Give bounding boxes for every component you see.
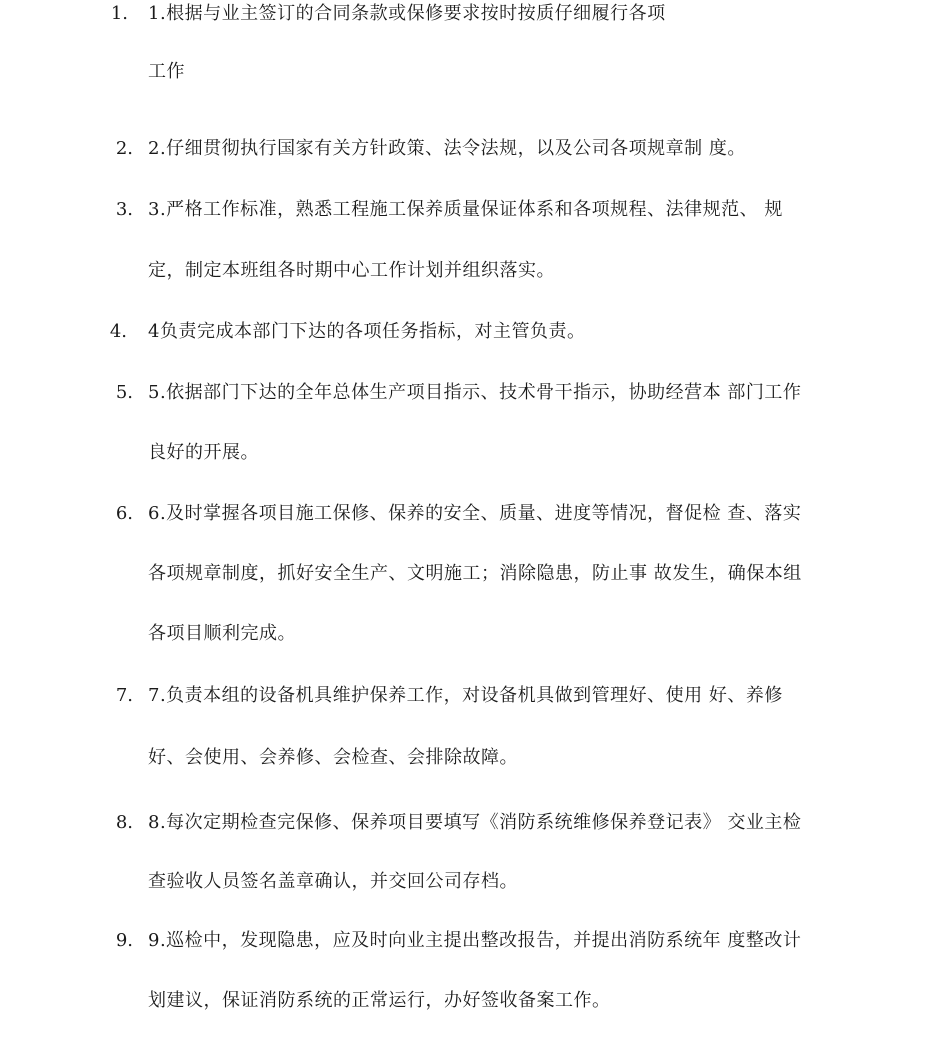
list-item-text: 查验收人员签名盖章确认，并交回公司存档。 (148, 871, 518, 892)
list-item-number: 5. (115, 382, 133, 403)
list-item-text: 各项目顺利完成。 (148, 623, 296, 644)
list-item-text: 8.每次定期检查完保修、保养项目要填写《消防系统维修保养登记表》 交业主检 (148, 812, 802, 833)
list-item-text: 1.根据与业主签订的合同条款或保修要求按时按质仔细履行各项 (148, 3, 666, 24)
list-item-text: 划建议，保证消防系统的正常运行，办好签收备案工作。 (148, 990, 611, 1011)
list-item-text: 9.巡检中，发现隐患，应及时向业主提出整改报告，并提出消防系统年 度整改计 (148, 930, 802, 951)
list-item-number: 2. (115, 138, 133, 159)
list-item-number: 8. (115, 812, 133, 833)
list-item-text: 各项规章制度，抓好安全生产、文明施工；消除隐患，防止事 故发生，确保本组 (148, 563, 802, 584)
list-item-number: 9. (115, 930, 133, 951)
list-item-text: 5.依据部门下达的全年总体生产项目指示、技术骨干指示，协助经营本 部门工作 (148, 382, 802, 403)
list-item-text: 2.仔细贯彻执行国家有关方针政策、法令法规，以及公司各项规章制 度。 (148, 138, 746, 159)
list-item-number: 6. (115, 503, 133, 524)
list-item-text: 6.及时掌握各项目施工保修、保养的安全、质量、进度等情况，督促检 查、落实 (148, 503, 802, 524)
list-item-text: 定，制定本班组各时期中心工作计划并组织落实。 (148, 260, 555, 281)
list-item-text: 良好的开展。 (148, 442, 259, 463)
list-item-text: 工作 (148, 61, 185, 82)
list-item-text: 好、会使用、会养修、会检查、会排除故障。 (148, 747, 518, 768)
list-item-number: 3. (115, 199, 133, 220)
list-item-text: 7.负责本组的设备机具维护保养工作，对设备机具做到管理好、使用 好、养修 (148, 685, 783, 706)
list-item-text: 4负责完成本部门下达的各项任务指标，对主管负责。 (148, 321, 586, 342)
list-item-number: 4. (109, 321, 127, 342)
list-item-number: 7. (115, 685, 133, 706)
list-item-number: 1. (110, 3, 128, 24)
list-item-text: 3.严格工作标准，熟悉工程施工保养质量保证体系和各项规程、法律规范、 规 (148, 199, 783, 220)
